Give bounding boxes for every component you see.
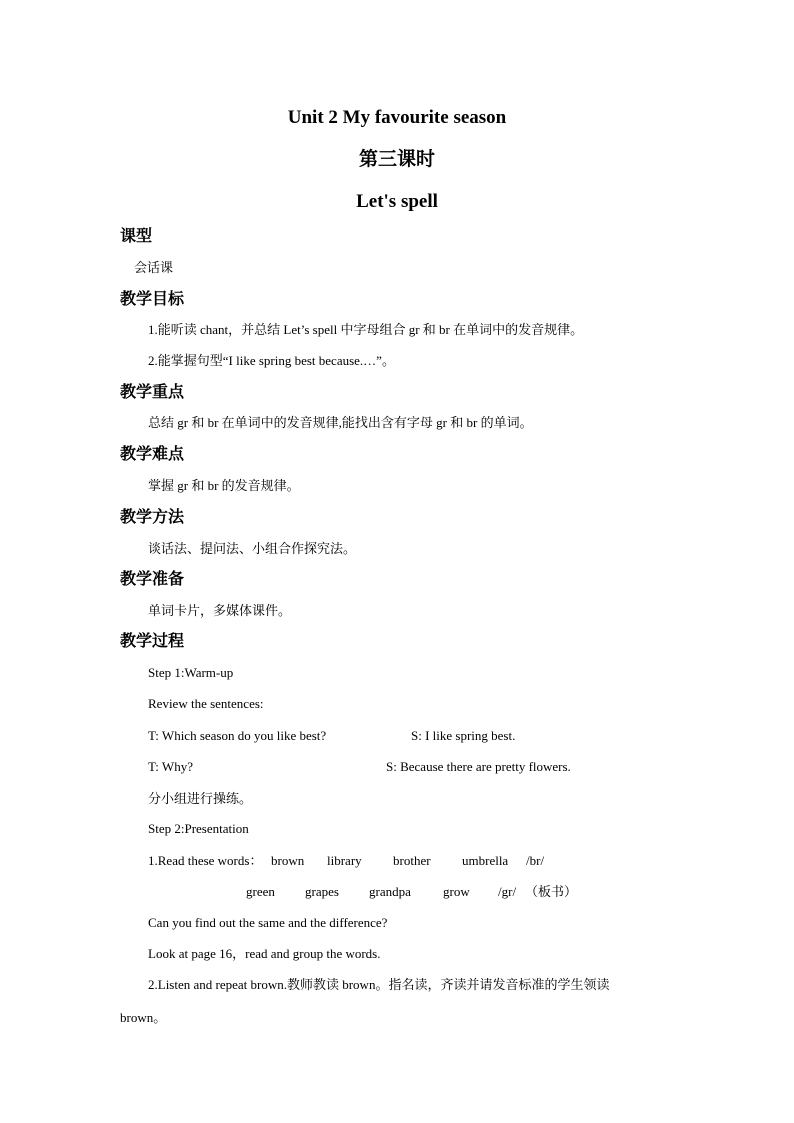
- dialog-line-student-1: S: I like spring best.: [411, 728, 516, 743]
- dialog-line-student-2: S: Because there are pretty flowers.: [386, 759, 571, 774]
- gr-word: grapes: [305, 884, 339, 899]
- section-heading-difficulties: 教学难点: [120, 446, 185, 463]
- section-heading-type: 课型: [120, 228, 153, 245]
- gr-word: grow: [443, 884, 470, 899]
- step-1-label: Step 1:Warm-up: [148, 665, 234, 680]
- read-words-label: 1.Read these words：: [148, 853, 263, 868]
- question-text: Can you find out the same and the difference?: [148, 915, 388, 930]
- group-practice-text: 分小组进行操练。: [148, 791, 253, 806]
- br-sound-label: /br/: [526, 853, 545, 868]
- section-heading-key-points: 教学重点: [120, 384, 185, 401]
- listen-repeat-line-2: brown。: [120, 1010, 167, 1025]
- br-word: brown: [271, 853, 305, 868]
- unit-title: Unit 2 My favourite season: [287, 107, 507, 128]
- objective-item-1: 1.能听读 chant，并总结 Let’s spell 中字母组合 gr 和 br 在单词中的发音规律。: [148, 322, 584, 337]
- dialog-line-teacher-2: T: Why?: [148, 759, 193, 774]
- br-word: library: [327, 853, 362, 868]
- listen-repeat-line-1: 2.Listen and repeat brown.教师教读 brown。指名读，齐读并请发音标准的学生领读: [148, 977, 610, 992]
- dialog-line-teacher-1: T: Which season do you like best?: [148, 728, 327, 743]
- section-heading-methods: 教学方法: [120, 509, 185, 526]
- section-heading-process: 教学过程: [120, 633, 185, 650]
- topic-title: Let's spell: [356, 191, 438, 212]
- methods-text: 谈话法、提问法、小组合作探究法。: [148, 541, 357, 556]
- review-text: Review the sentences:: [148, 696, 264, 711]
- br-word: brother: [393, 853, 431, 868]
- objective-item-2: 2.能掌握句型“I like spring best because.…”。: [148, 353, 395, 368]
- look-page-text: Look at page 16，read and group the words.: [148, 946, 381, 961]
- step-2-label: Step 2:Presentation: [148, 821, 249, 836]
- gr-word: green: [246, 884, 275, 899]
- section-heading-preparation: 教学准备: [120, 571, 185, 588]
- gr-word: grandpa: [369, 884, 411, 899]
- section-heading-objectives: 教学目标: [120, 291, 185, 308]
- gr-sound-label: /gr/: [498, 884, 517, 899]
- type-text: 会话课: [134, 260, 174, 275]
- br-word: umbrella: [462, 853, 509, 868]
- lesson-title: 第三课时: [358, 149, 435, 170]
- blackboard-note: （板书）: [525, 884, 578, 899]
- difficulties-text: 掌握 gr 和 br 的发音规律。: [148, 478, 300, 493]
- preparation-text: 单词卡片，多媒体课件。: [148, 603, 292, 618]
- key-points-text: 总结 gr 和 br 在单词中的发音规律,能找出含有字母 gr 和 br 的单词。: [148, 415, 533, 430]
